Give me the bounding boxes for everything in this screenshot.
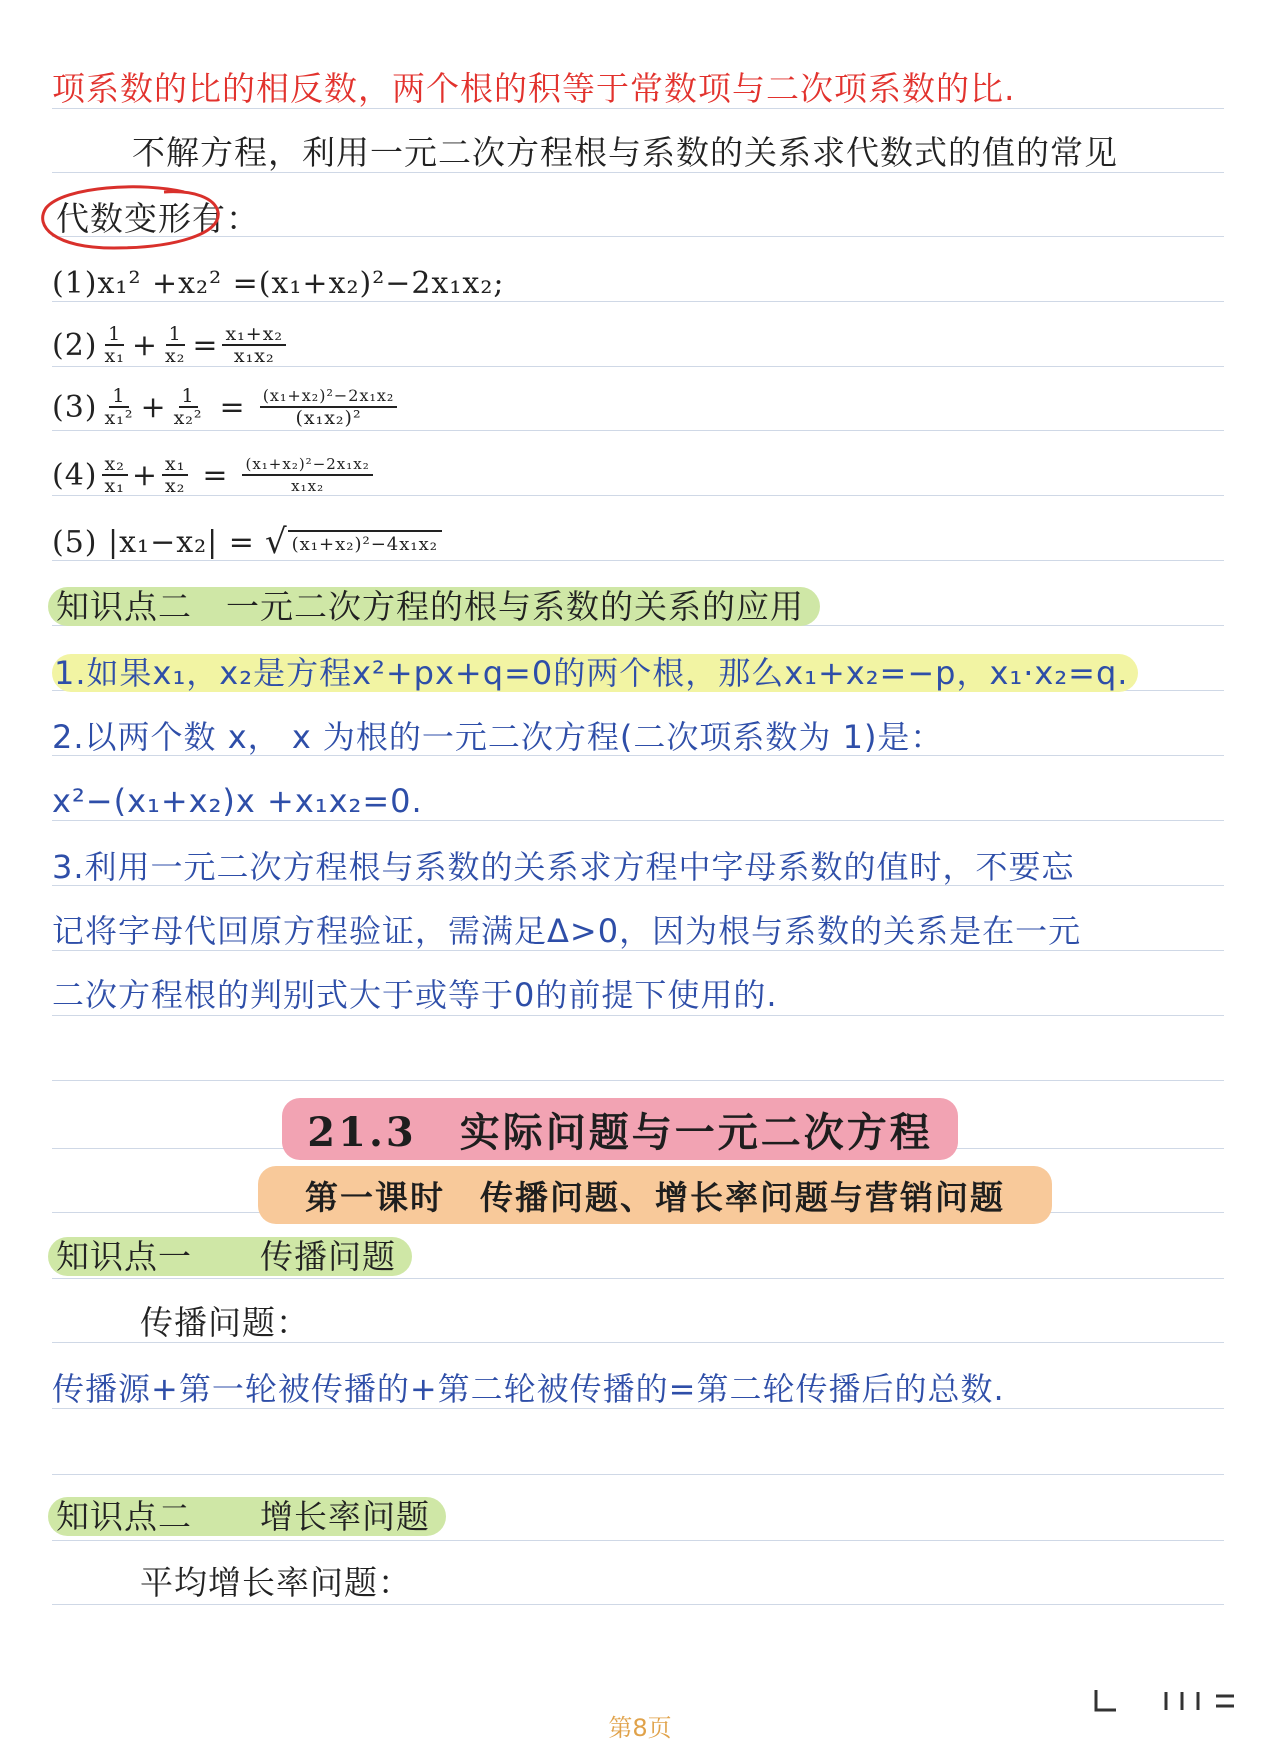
fraction: $\frac{\text{x₁}}{\text{x₂}}$ — [162, 454, 188, 496]
ruled-line — [52, 1540, 1224, 1541]
fraction: $\frac{1}{\text{x₁²}}$ — [104, 385, 134, 429]
fraction: $\frac{\text{x₁+x₂}}{\text{x₁x₂}}$ — [222, 324, 286, 366]
point-2: 2.以两个数 x， x 为根的一元二次方程(二次项系数为 1)是： — [52, 718, 944, 756]
spread-label: 传播问题： — [140, 1303, 310, 1342]
section-title: 21.3 实际问题与一元二次方程 — [282, 1098, 958, 1160]
red-note-line: 项系数的比的相反数，两个根的积等于常数项与二次项系数的比. — [52, 69, 1016, 108]
growth-label: 平均增长率问题： — [140, 1563, 412, 1602]
fraction: $\frac{\text{(x₁+x₂)²−2x₁x₂}}{\text{x₁x₂}}$ — [242, 454, 372, 496]
point-3: 3.利用一元二次方程根与系数的关系求方程中字母系数的值时，不要忘 — [52, 848, 1075, 886]
knowledge-heading-growth: 知识点二 增长率问题 — [48, 1496, 446, 1538]
ruled-line — [52, 301, 1224, 302]
fraction: $\frac{1}{\text{x₁}}$ — [104, 323, 125, 367]
point-2-equation: x²−(x₁+x₂)x +x₁x₂=0. — [52, 782, 423, 820]
sqrt-icon: √ — [264, 522, 288, 562]
fraction: $\frac{1}{\text{x₂²}}$ — [173, 385, 203, 429]
page-number: 第8页 — [608, 1714, 672, 1742]
point-3-end: 二次方程根的判别式大于或等于0的前提下使用的. — [52, 976, 778, 1014]
point-3-continued: 记将字母代回原方程验证，需满足Δ>0，因为根与系数的关系是在一元 — [52, 912, 1082, 950]
ruled-line — [52, 366, 1224, 367]
section-subtitle: 第一课时 传播问题、增长率问题与营销问题 — [258, 1166, 1052, 1224]
formula-3-label: (3) — [52, 389, 98, 425]
formula-1: (1)x₁² +x₂² =(x₁+x₂)²−2x₁x₂; — [52, 266, 505, 301]
ruled-line — [52, 1474, 1224, 1475]
red-circle-annotation — [34, 182, 226, 254]
knowledge-heading: 知识点二 一元二次方程的根与系数的关系的应用 — [48, 586, 820, 628]
fraction: $\frac{1}{\text{x₂}}$ — [164, 323, 186, 367]
ruled-line — [52, 1080, 1224, 1081]
formula-5 — [52, 522, 442, 562]
formula-5-label: (5) |x₁−x₂| = — [52, 524, 255, 560]
fraction: $\frac{\text{x₂}}{\text{x₁}}$ — [102, 454, 128, 496]
formula-3: (3) $\frac{1}{\text{x₁²}}$ + $\frac{1}{\text{x₂²}}$ = $\frac{\text{(x₁+x₂)²−2x₁x₂}}{\text{(x₁x₂)²}}$ — [52, 386, 401, 428]
ruled-line — [52, 1604, 1224, 1605]
ruled-line — [52, 1278, 1224, 1279]
intro-line-continued: 代数变形有： — [56, 199, 260, 238]
ruled-line — [52, 430, 1224, 431]
point-1: 1.如果x₁，x₂是方程x²+px+q=0的两个根，那么x₁+x₂=−p，x₁·x₂=q. — [52, 652, 1138, 694]
fraction: $\frac{\text{(x₁+x₂)²−2x₁x₂}}{\text{(x₁x₂)²}}$ — [260, 386, 398, 428]
formula-4: (4) $\frac{\text{x₂}}{\text{x₁}}$ + $\frac{\text{x₁}}{\text{x₂}}$ = $\frac{\text{(x₁+x₂)²−2x₁x₂}}{\text{x₁x₂}}$ — [52, 454, 377, 496]
formula-2: (2) $\frac{1}{\text{x₁}}$ + $\frac{1}{\text{x₂}}$ = $\frac{\text{x₁+x₂}}{\text{x₁x₂}}$ — [52, 324, 290, 366]
intro-line: 不解方程，利用一元二次方程根与系数的关系求代数式的值的常见 — [132, 133, 1118, 172]
formula-4-label: (4) — [52, 457, 98, 493]
spread-formula: 传播源+第一轮被传播的+第二轮被传播的=第二轮传播后的总数. — [52, 1370, 1005, 1408]
knowledge-heading-spread: 知识点一 传播问题 — [48, 1236, 412, 1278]
formula-2-label: (2) — [52, 327, 98, 363]
formula-5-radicand: (x₁+x₂)²−4x₁x₂ — [288, 530, 442, 555]
